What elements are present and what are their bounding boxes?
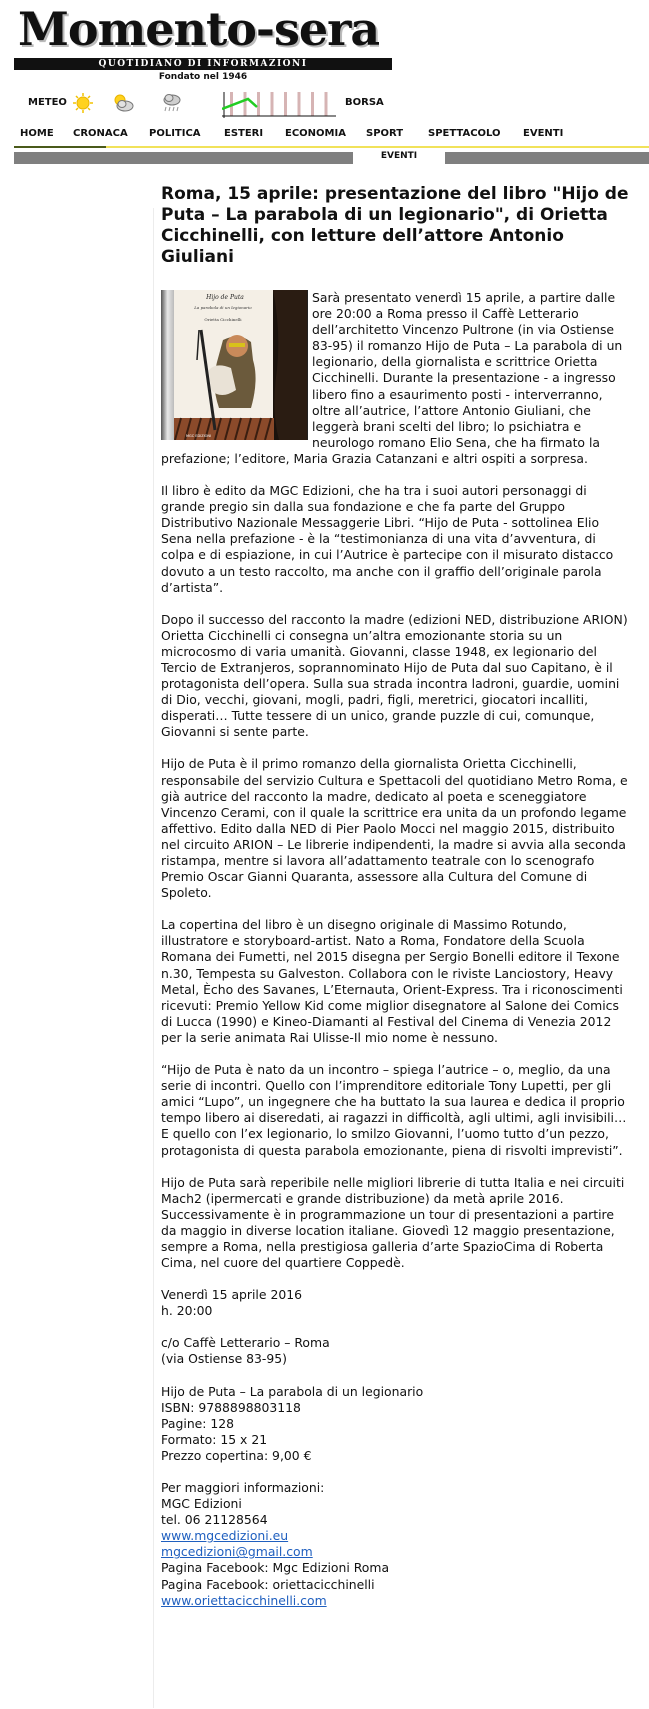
nav-politica[interactable]: POLITICA (149, 128, 201, 139)
event-time: h. 20:00 (161, 1303, 213, 1319)
book-price: Prezzo copertina: 9,00 € (161, 1447, 312, 1463)
book-cover-image[interactable] (161, 290, 308, 440)
paragraph: Il libro è edito da MGC Edizioni, che ha tra i suoi autori personaggi di grande pregio sin dalla sua fondazione e che fa parte del Gruppo Distributivo Nazionale Messaggerie Libri. “Hijo de Puta - sottolinea Elio Sena nella prefazione - è la “testimonianza di una vita d’avventura, di colpa e di espiazione, in cui l’Autrice è partecipe con il misurato distacco dovuto a un testo raccolto, ma anche con il graffio dell’originale parola d’artista”. (161, 483, 614, 595)
borsa-bar (311, 92, 314, 116)
nav-eventi[interactable]: EVENTI (523, 128, 564, 139)
borsa-bar (271, 92, 274, 116)
nav-esteri[interactable]: ESTERI (224, 128, 264, 139)
borsa-chart[interactable] (222, 90, 337, 118)
paragraph: Dopo il successo del racconto la madre (edizioni NED, distribuzione ARION) Orietta Cicchinelli ci consegna un’altra emozionante storia su un microcosmo di varia umanità. Giovanni, classe 1948, ex legionario del Tercio de Extranjeros, soprannominato Hijo de Puta dal suo Capitano, è il protagonista dell’opera. Sulla sua strada incontra ladroni, guardie, uomini di Dio, vecchi, giovani, mogli, padri, figli, meretrici, giocatori incalliti, disperati… Tutte tessere di un unico, grande puzzle di cui, comunque, Giovanni si sente parte. (161, 611, 628, 740)
facebook-page-author: Pagina Facebook: oriettacicchinelli (161, 1576, 375, 1592)
main-nav (14, 128, 649, 144)
nav-cronaca[interactable]: CRONACA (73, 128, 128, 139)
paragraph: Hijo de Puta è il primo romanzo della giornalista Orietta Cicchinelli, responsabile del servizio Cultura e Spettacoli del quotidiano Metro Roma, e già autrice del racconto la madre, dedicato al poeta e sceneggiatore Vincenzo Cerami, con il quale la scrittrice era unita da un profondo legame affettivo. Edito dalla NED di Pier Paolo Mocci nel maggio 2015, distribuito nel circuito ARION – Le librerie indipendenti, la madre si avvia alla seconda ristampa, mentre si lavora all’adattamento teatrale con lo scenografo Premio Oscar Gianni Quaranta, assessore alla Cultura del Comune di Spoleto. (161, 756, 628, 901)
borsa-bar (284, 92, 287, 116)
book-details (161, 1384, 631, 1464)
paragraph: Hijo de Puta sarà reperibile nelle migliori librerie di tutta Italia e nei circuiti Mach2 (ipermercati e grande distribuzione) da metà aprile 2016. Successivamente è in programmazione un tour di presentazioni a partire da maggio in diverse location italiane. Giovedì 12 maggio presentazione, sempre a Roma, nella prestigiosa galleria d’arte SpazioCima di Roberta Cima, nel cuore del quartiere Coppedè. (161, 1174, 625, 1271)
section-bar-right (445, 152, 649, 164)
tagline: QUOTIDIANO DI INFORMAZIONI (14, 58, 392, 70)
meteo-label: METEO (28, 97, 67, 108)
section-title: EVENTI (380, 151, 418, 161)
event-info (161, 1287, 631, 1319)
book-pages: Pagine: 128 (161, 1415, 235, 1431)
partly-cloudy-icon (112, 92, 134, 114)
author-website-link[interactable]: www.oriettacicchinelli.com (161, 1592, 327, 1608)
nav-home[interactable]: HOME (20, 128, 54, 139)
paragraph: Sarà presentato venerdì 15 aprile, a partire dalle ore 20:00 a Roma presso il Caffè Letterario dell’architetto Vincenzo Pultrone (in via Ostiense 83-95) il romanzo Hijo de Puta – La parabola di un legionario, della giornalista e scrittrice Orietta Cicchinelli. Durante la presentazione - a ingresso libero fino a esaurimento posti - interverranno, oltre all’autrice, l’attore Antonio Giuliani, che leggerà brani scelti del libro; lo psichiatra e neurologo romano Elio Sena, che ha firmato la prefazione; l’editore, Maria Grazia Catanzani e altri ospiti a sorpresa. (161, 290, 623, 466)
book-format: Formato: 15 x 21 (161, 1431, 268, 1447)
book-title: Hijo de Puta – La parabola di un legionario (161, 1383, 424, 1399)
rain-cloud-icon (160, 92, 182, 114)
borsa-label[interactable]: BORSA (345, 97, 384, 108)
founded-note: Fondato nel 1946 (158, 72, 248, 82)
article-body (161, 290, 631, 1609)
contact-publisher: MGC Edizioni (161, 1496, 242, 1512)
site-logo[interactable]: Momento-sera (18, 2, 380, 56)
nav-economia[interactable]: ECONOMIA (285, 128, 346, 139)
nav-underline (106, 146, 649, 148)
paragraph: “Hijo de Puta è nato da un incontro – spiega l’autrice – o, meglio, da una serie di incontri. Quello con l’imprenditore editoriale Tony Lupetti, per gli amici “Lupo”, un ingegnere che ha buttato la sua laurea e dedica il proprio tempo libero ai diseredati, ai ragazzi in difficoltà, agli ultimi, agli invisibili… E quello con l’ex legionario, lo smilzo Giovanni, l’uomo tutto d’un pezzo, protagonista di questa parabola emozionante, piena di risvolti imprevisti”. (161, 1062, 627, 1158)
contact-intro: Per maggiori informazioni: (161, 1480, 325, 1495)
masthead (14, 0, 392, 80)
cover-title: Hijo de Puta (206, 294, 244, 301)
borsa-bar (244, 92, 247, 116)
nav-sport[interactable]: SPORT (366, 128, 404, 139)
sun-icon (72, 92, 94, 114)
event-location (161, 1335, 631, 1367)
borsa-bar (257, 92, 260, 116)
publisher-email-link[interactable]: mgcedizioni@gmail.com (161, 1544, 313, 1560)
article (161, 184, 631, 1625)
event-date: Venerdì 15 aprile 2016 (161, 1287, 302, 1303)
book-cover-art (161, 290, 307, 440)
contact-phone: tel. 06 21128564 (161, 1512, 268, 1528)
facebook-page-publisher: Pagina Facebook: Mgc Edizioni Roma (161, 1560, 390, 1576)
borsa-bar (325, 92, 328, 116)
section-bar-left (14, 152, 353, 164)
cover-subtitle: La parabola di un legionario (194, 305, 252, 310)
borsa-trend-line (222, 99, 257, 109)
nav-spettacolo[interactable]: SPETTACOLO (428, 128, 501, 139)
borsa-bar (298, 92, 301, 116)
column-divider (153, 208, 154, 1708)
paragraph: La copertina del libro è un disegno originale di Massimo Rotundo, illustratore e storyboard-artist. Nato a Roma, Fondatore della Scuola Romana dei Fumetti, nel 2015 disegna per Sergio Bonelli editore il Texone n.30, Tempesta su Galveston. Collabora con le riviste Lanciostory, Heavy Metal, Ècho des Savanes, L’Eternauta, Orient-Express. Tra i riconoscimenti ricevuti: Premio Yellow Kid come miglior disegnatore al Salone dei Comics di Lucca (1990) e Kineo-Diamanti al Festival del Cinema di Venezia 2012 per la serie animata Rai Ulisse-Il mio nome è nessuno. (161, 917, 623, 1045)
event-venue: c/o Caffè Letterario – Roma (161, 1335, 330, 1351)
cover-publisher: MGC EDIZIONI (186, 434, 212, 438)
contact-info (161, 1480, 631, 1609)
publisher-website-link[interactable]: www.mgcedizioni.eu (161, 1528, 289, 1544)
event-address: (via Ostiense 83-95) (161, 1351, 287, 1367)
cover-author: Orietta Cicchinelli (204, 317, 242, 322)
book-isbn: ISBN: 9788898803118 (161, 1399, 301, 1415)
article-headline: Roma, 15 aprile: presentazione del libro "Hijo de Puta – La parabola di un legionario", di Orietta Cicchinelli, con letture dell’attore Antonio Giuliani (161, 184, 629, 267)
nav-underline-active (14, 146, 106, 148)
